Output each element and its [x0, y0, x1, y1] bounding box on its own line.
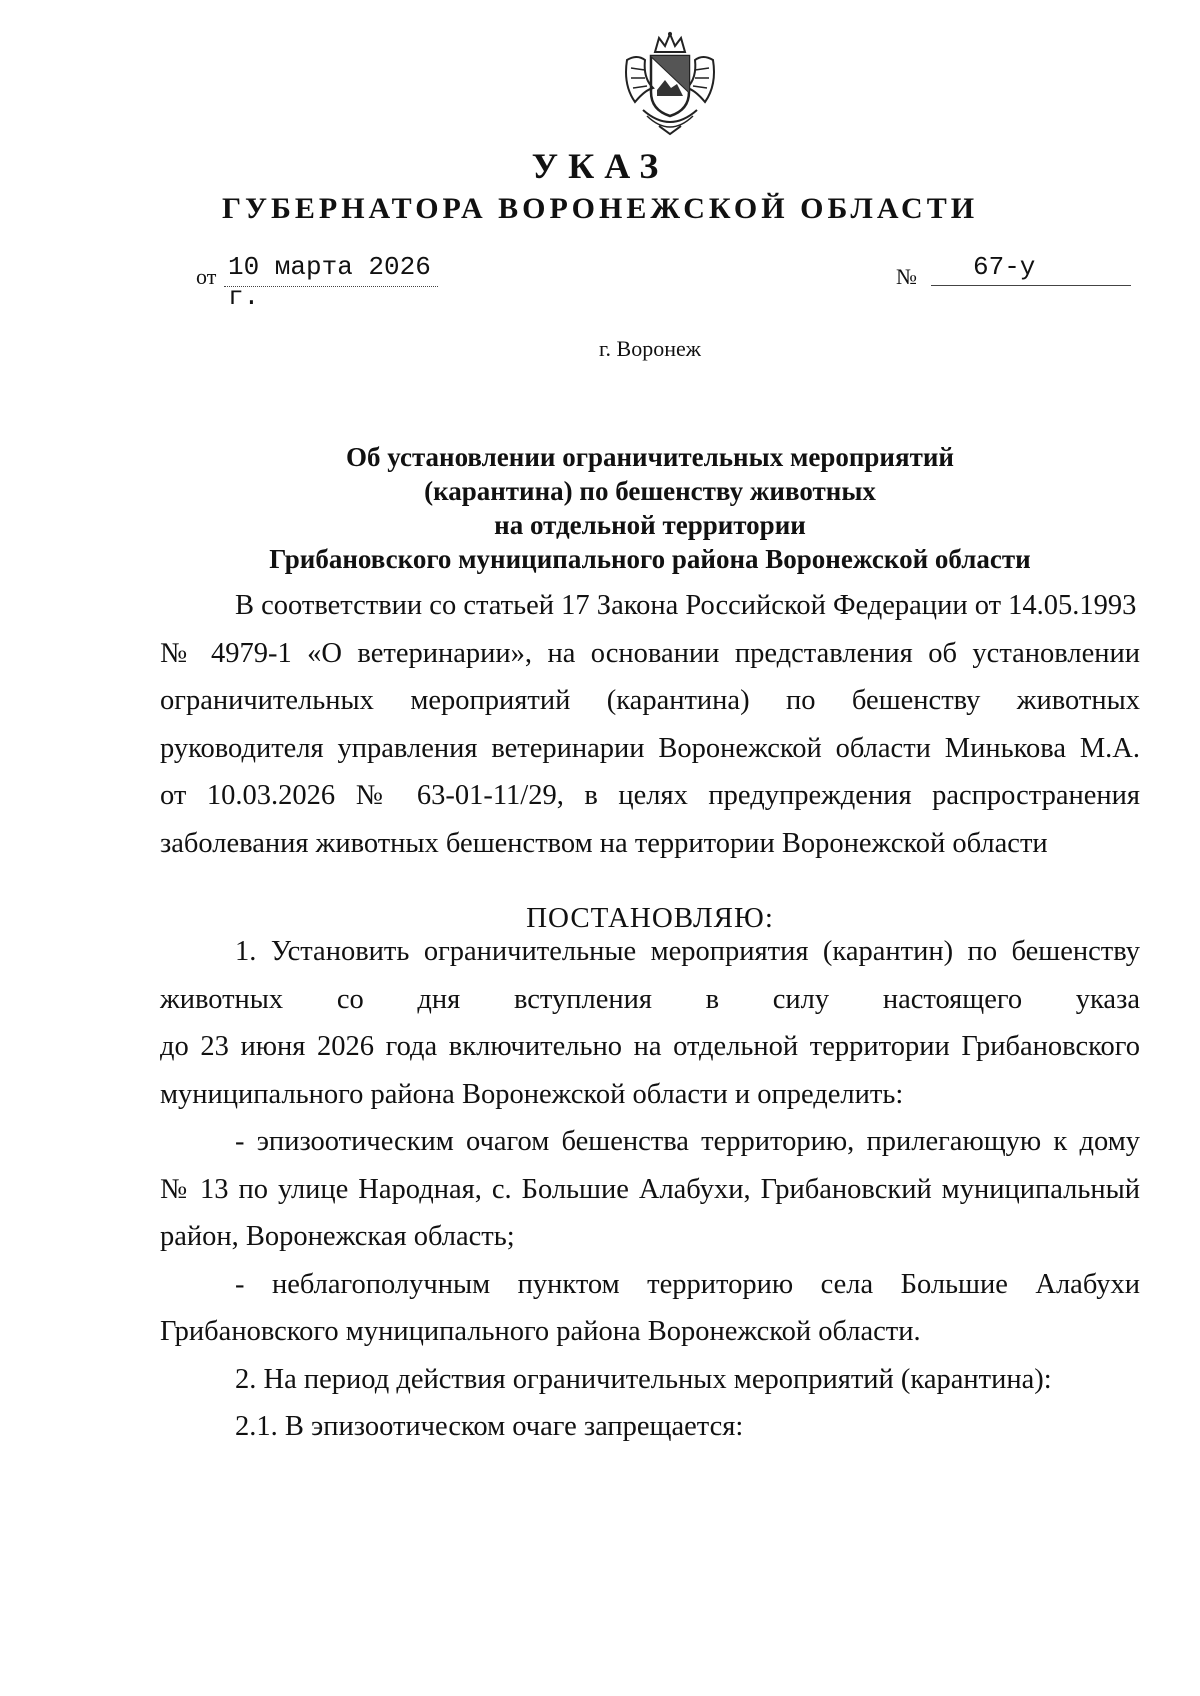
heading-line: Грибановского муниципального района Воронежской области	[269, 544, 1031, 574]
date-prefix: от	[196, 264, 217, 289]
date-number-row	[196, 252, 1140, 312]
preamble-line: ограничительных мероприятий (карантина) по бешенству животных	[160, 685, 1140, 716]
body-line: - неблагополучным пунктом территорию села Большие Алабухи	[235, 1268, 1140, 1300]
decree-body	[160, 928, 1140, 1451]
decree-word: ПОСТАНОВЛЯЮ:	[526, 902, 774, 934]
heading-line: (карантина) по бешенству животных	[424, 476, 876, 506]
body-line: муниципального района Воронежской области и определить:	[160, 1078, 904, 1110]
preamble-line: заболевания животных бешенством на территории Воронежской области	[160, 827, 1048, 859]
body-line: 1. Установить ограничительные мероприятия (карантин) по бешенству	[235, 936, 1140, 967]
document-date: 10 марта 2026 г.	[224, 252, 438, 287]
coat-of-arms-icon	[615, 30, 725, 140]
preamble-line: руководителя управления ветеринарии Воронежской области Минькова М.А.	[160, 732, 1140, 764]
body-line: № 13 по улице Народная, с. Большие Алабухи, Грибановский муниципальный	[160, 1173, 1140, 1205]
body-line: животных со дня вступления в силу настоящего указа	[160, 983, 1140, 1015]
document-number: 67-у	[931, 252, 1131, 286]
preamble-line: № 4979-1 «О ветеринарии», на основании представления об установлении	[160, 637, 1140, 669]
document-subtitle: ГУБЕРНАТОРА ВОРОНЕЖСКОЙ ОБЛАСТИ	[221, 192, 979, 225]
preamble-line: В соответствии со статьей 17 Закона Российской Федерации от 14.05.1993	[235, 590, 1137, 621]
body-line: 2. На период действия ограничительных мероприятий (карантина):	[235, 1363, 1052, 1395]
heading-line: Об установлении ограничительных мероприятий	[346, 442, 954, 472]
body-line: Грибановского муниципального района Воронежской области.	[160, 1316, 921, 1347]
body-line: район, Воронежская область;	[160, 1221, 515, 1252]
preamble	[160, 582, 1140, 867]
preamble-line: от 10.03.2026 № 63-01-11/29, в целях предупреждения распространения	[160, 780, 1140, 811]
body-line: до 23 июня 2026 года включительно на отдельной территории Грибановского	[160, 1031, 1140, 1062]
number-label: №	[896, 264, 917, 289]
document-heading	[0, 440, 1200, 576]
body-line: - эпизоотическим очагом бешенства территорию, прилегающую к дому	[235, 1126, 1140, 1157]
city: г. Воронеж	[599, 336, 701, 361]
document-title: УКАЗ	[531, 146, 669, 186]
body-line: 2.1. В эпизоотическом очаге запрещается:	[235, 1411, 744, 1442]
heading-line: на отдельной территории	[494, 510, 806, 540]
